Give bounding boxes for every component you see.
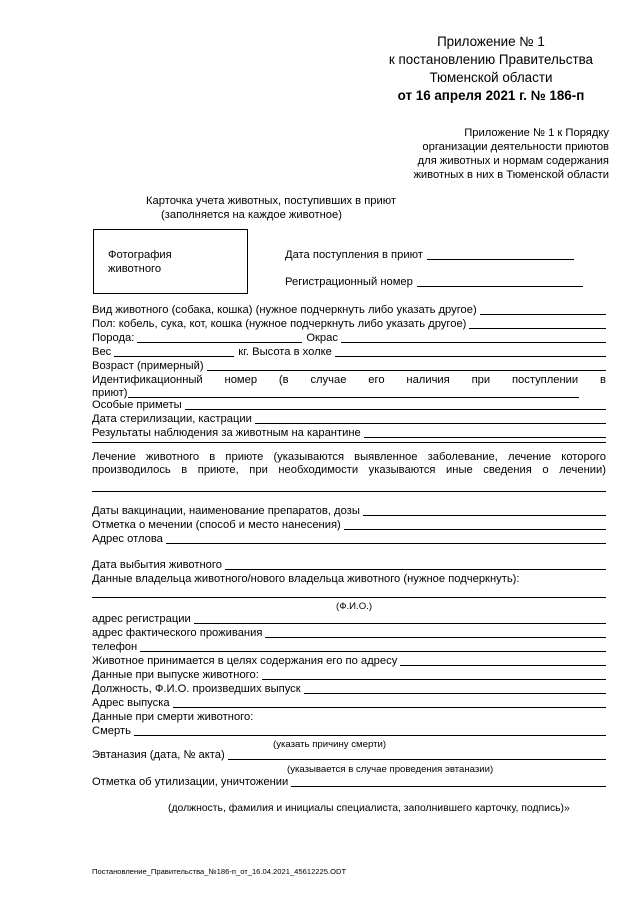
release-data-field[interactable] <box>92 669 606 682</box>
release-person-line[interactable] <box>304 693 606 694</box>
subheader-line: для животных и нормам содержания <box>417 155 609 167</box>
owner-name-line[interactable] <box>92 597 606 598</box>
id-number-label: приют) <box>92 387 128 399</box>
height-line[interactable] <box>335 356 606 357</box>
euthanasia-field[interactable] <box>92 749 606 762</box>
capture-address-line[interactable] <box>166 543 606 544</box>
sterilization-label: Дата стерилизации, кастрации <box>92 413 252 425</box>
phone-label: телефон <box>92 641 138 653</box>
vaccination-label: Даты вакцинации, наименование препаратов, дозы <box>92 505 360 517</box>
special-marks-line[interactable] <box>185 409 606 410</box>
age-line[interactable] <box>207 370 606 371</box>
departure-date-label: Дата выбытия животного <box>92 559 222 571</box>
disposal-label: Отметка об утилизации, уничтожении <box>92 776 289 788</box>
id-number-line[interactable] <box>128 397 579 398</box>
release-address-label: Адрес выпуска <box>92 697 170 709</box>
card-title <box>146 194 396 222</box>
arrival-date-field[interactable] <box>285 249 574 262</box>
marking-field[interactable] <box>92 519 606 532</box>
release-data-line[interactable] <box>262 679 606 680</box>
header-block <box>389 33 593 105</box>
registration-number-line[interactable] <box>417 286 583 287</box>
euthanasia-label: Эвтаназия (дата, № акта) <box>92 749 225 761</box>
subheader-line: животных в них в Тюменской области <box>413 169 609 181</box>
owner-data-label: Данные владельца животного/нового владельца животного (нужное подчеркнуть): <box>92 573 520 585</box>
breed-color-field[interactable] <box>92 332 606 345</box>
disposal-line[interactable] <box>291 786 606 787</box>
subheader-line: Приложение № 1 к Порядку <box>464 127 609 139</box>
marking-label: Отметка о мечении (способ и место нанесения) <box>92 519 341 531</box>
weight-height-field[interactable] <box>92 346 606 359</box>
special-marks-label: Особые приметы <box>92 399 182 411</box>
actual-address-label: адрес фактического проживания <box>92 627 263 639</box>
actual-address-line[interactable] <box>265 637 606 638</box>
color-line[interactable] <box>341 342 606 343</box>
age-label: Возраст (примерный) <box>92 360 204 372</box>
photo-label: Фотография <box>108 249 172 261</box>
euthanasia-line[interactable] <box>228 759 606 760</box>
actual-address-field[interactable] <box>92 627 606 640</box>
sterilization-field[interactable] <box>92 413 606 426</box>
death-label: Смерть <box>92 725 131 737</box>
reg-address-field[interactable] <box>92 613 606 626</box>
departure-date-field[interactable] <box>92 559 606 572</box>
disposal-field[interactable] <box>92 776 606 789</box>
species-field[interactable] <box>92 304 606 317</box>
species-label: Вид животного (собака, кошка) (нужное подчеркнуть либо указать другое) <box>92 304 477 316</box>
age-field[interactable] <box>92 360 606 373</box>
release-person-label: Должность, Ф.И.О. произведших выпуск <box>92 683 301 695</box>
sex-field[interactable] <box>92 318 606 331</box>
release-address-line[interactable] <box>173 707 606 708</box>
quarantine-label: Результаты наблюдения за животным на карантине <box>92 427 361 439</box>
arrival-date-line[interactable] <box>427 259 574 260</box>
header-resolution-date: от 16 апреля 2021 г. № 186-п <box>397 88 585 103</box>
special-marks-field[interactable] <box>92 399 606 412</box>
quarantine-line[interactable] <box>364 437 606 438</box>
weight-label: Вес <box>92 346 112 358</box>
photo-label: животного <box>108 263 162 275</box>
death-line[interactable] <box>134 735 606 736</box>
treatment-text-line1: Лечение животного в приюте (указываются выявленное заболевание, лечение которого <box>92 451 606 463</box>
color-label: Окрас <box>306 332 338 344</box>
footer-filename: Постановление_Правительства_№186-п_от_16.04.2021_45612225.ODT <box>92 867 347 876</box>
capture-address-label: Адрес отлова <box>92 533 163 545</box>
header-line: к постановлению Правительства <box>388 52 593 67</box>
blank-line[interactable] <box>92 442 606 443</box>
quarantine-field[interactable] <box>92 427 606 440</box>
vaccination-field[interactable] <box>92 505 606 518</box>
death-note: (указать причину смерти) <box>273 739 387 750</box>
subheader-line: организации деятельности приютов <box>422 141 609 153</box>
reg-address-label: адрес регистрации <box>92 613 191 625</box>
weight-line[interactable] <box>114 356 234 357</box>
reg-address-line[interactable] <box>194 623 606 624</box>
card-title-note: (заполняется на каждое животное) <box>161 209 342 221</box>
breed-label: Порода: <box>92 332 135 344</box>
sex-label: Пол: кобель, сука, кот, кошка (нужное подчеркнуть либо указать другое) <box>92 318 467 330</box>
signature-note: (должность, фамилия и инициалы специалиста, заполнившего карточку, подпись)» <box>168 803 570 814</box>
release-data-label: Данные при выпуске животного: <box>92 669 259 681</box>
phone-line[interactable] <box>140 651 606 652</box>
death-data-label: Данные при смерти животного: <box>92 711 254 723</box>
phone-field[interactable] <box>92 641 606 654</box>
release-address-field[interactable] <box>92 697 606 710</box>
death-field[interactable] <box>92 725 606 738</box>
sterilization-line[interactable] <box>255 423 606 424</box>
header-line: Приложение № 1 <box>437 34 545 49</box>
treatment-text-line2: производилось в приюте, при необходимости указываются иные сведения о лечении) <box>92 464 606 476</box>
accepted-address-line[interactable] <box>400 665 606 666</box>
arrival-date-label: Дата поступления в приют <box>285 249 423 261</box>
vaccination-line[interactable] <box>363 515 606 516</box>
sex-line[interactable] <box>469 328 606 329</box>
species-line[interactable] <box>480 314 606 315</box>
accepted-address-label: Животное принимается в целях содержания его по адресу <box>92 655 398 667</box>
departure-date-line[interactable] <box>225 569 606 570</box>
release-person-field[interactable] <box>92 683 606 696</box>
subheader-block <box>413 126 609 182</box>
fio-note: (Ф.И.О.) <box>336 601 373 612</box>
breed-line[interactable] <box>137 342 302 343</box>
photo-box <box>93 229 248 294</box>
blank-line[interactable] <box>92 491 606 492</box>
euthanasia-note: (указывается в случае проведения эвтаназии) <box>287 764 494 775</box>
id-number-line1: Идентификационный номер (в случае его наличия при поступлении в <box>92 374 606 386</box>
registration-number-field[interactable] <box>285 276 583 289</box>
accepted-address-field[interactable] <box>92 655 606 668</box>
capture-address-field[interactable] <box>92 533 606 546</box>
header-line: Тюменской области <box>429 70 553 85</box>
registration-number-label: Регистрационный номер <box>285 276 413 288</box>
height-label: кг. Высота в холке <box>238 346 332 358</box>
card-title-main: Карточка учета животных, поступивших в приют <box>146 195 397 207</box>
marking-line[interactable] <box>344 529 606 530</box>
